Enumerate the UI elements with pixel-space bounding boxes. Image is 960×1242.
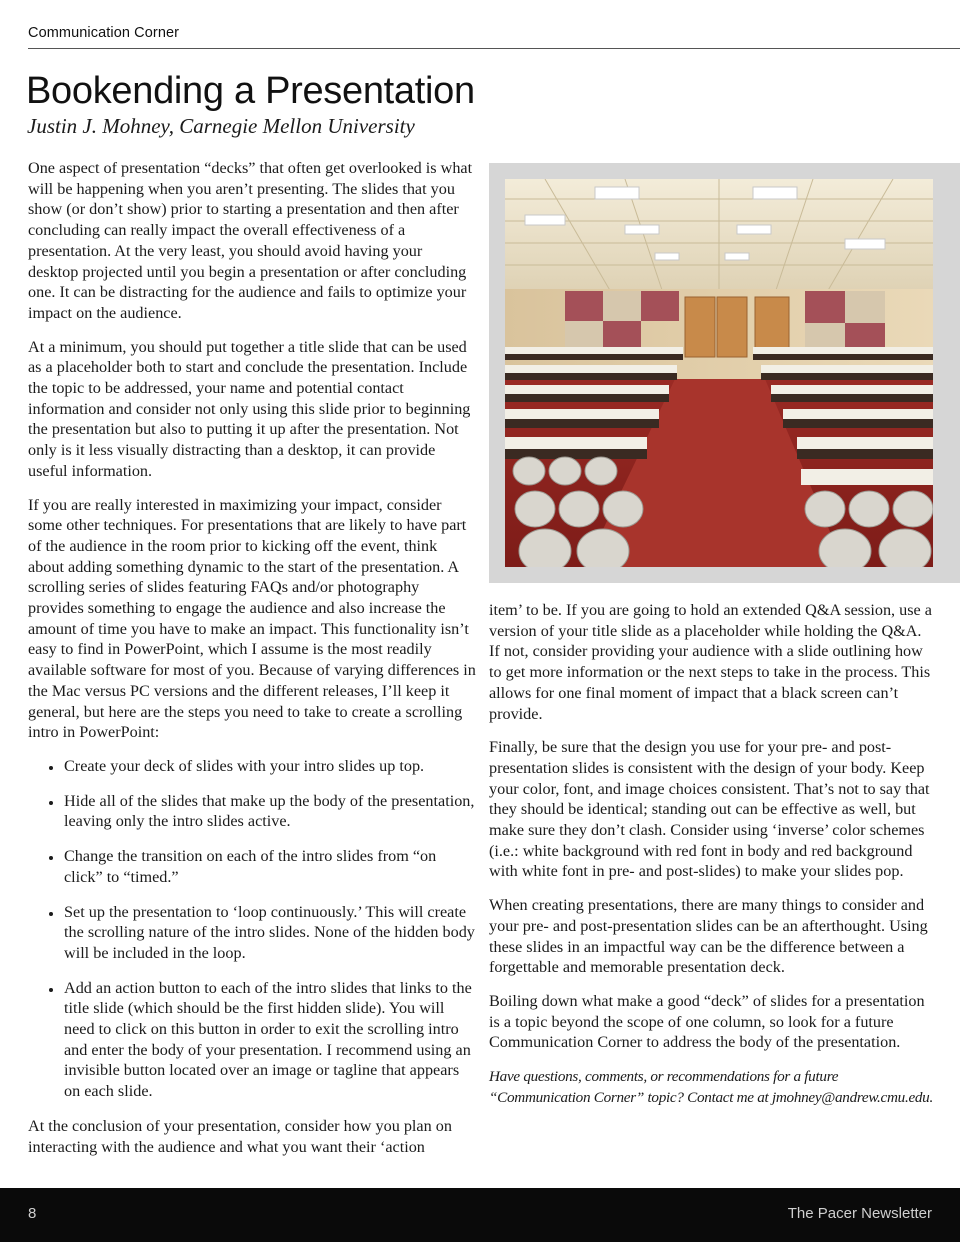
steps-list [28, 756, 476, 1102]
list-item: • Change the transition on each of the intro slides from “on click” to “timed.” [63, 846, 476, 887]
right-column [489, 600, 935, 1121]
paragraph: When creating presentations, there are many things to consider and your pre- and post-presentation slides can be an afterthought. Using these slides in an impactful way can be the difference between a forgettable and memorable presentation deck. [489, 896, 928, 977]
paragraph: item’ to be. If you are going to hold an extended Q&A session, use a version of your title slide as a placeholder while holding the Q&A. If not, consider providing your audience with a slide outlining how to get more information or the next steps to take in the process. This allows for one final moment of impact that a black screen can’t provide. [489, 601, 932, 723]
section-label: Communication Corner [28, 25, 180, 41]
closing-note: Have questions, comments, or recommendations for a future “Communication Corner” topic? Contact me at jmohney@andrew.cmu.edu. [489, 1068, 933, 1106]
list-item: • Create your deck of slides with your intro slides up top. [63, 756, 476, 777]
list-item: • Set up the presentation to ‘loop continuously.’ This will create the scrolling nature of the intro slides. None of the hidden body will be included in the loop. [63, 902, 476, 964]
article-byline: Justin J. Mohney, Carnegie Mellon University [27, 114, 415, 138]
paragraph: One aspect of presentation “decks” that often get overlooked is what will be happening when you aren’t presenting. The slides that you show (or don’t show) prior to starting a presentation and then after concluding can really impact the overall effectiveness of a presentation. At the very least, you should avoid having your desktop projected until you begin a presentation or after concluding one. It can be distracting for the audience and fails to optimize your impact on the audience. [28, 159, 473, 322]
paragraph: If you are really interested in maximizing your impact, consider some other techniques. For presentations that are likely to have part of the audience in the room prior to kicking off the event, think about adding something dynamic to the start of the presentation. A scrolling series of slides featuring FAQs and/or photography provides something to engage the audience and also increase the amount of time you have to make an impact. This functionality isn’t easy to find in PowerPoint, which I assume is the most readily available software for most of you. Because of varying differences in the Mac versus PC versions and the different releases, I’ll keep it general, but here are the steps you need to take to create a scrolling intro in PowerPoint: [28, 495, 476, 742]
page-number: 8 [28, 1205, 37, 1222]
list-item: • Hide all of the slides that make up the body of the presentation, leaving only the intro slides active. [63, 791, 476, 832]
paragraph: Boiling down what make a good “deck” of slides for a presentation is a topic beyond the scope of one column, so look for a future Communication Corner to address the body of the presentation. [489, 991, 925, 1052]
paragraph: At a minimum, you should put together a title slide that can be used as a placeholder both to start and conclude the presentation. Include the topic to be addressed, your name and potential contact information and consider not only using this slide prior to beginning the presentation but also to putting it up after the presentation. Not only is it less visually distracting than a desktop, it can provide useful information. [28, 337, 471, 480]
article-title: Bookending a Presentation [26, 70, 475, 112]
lecture-hall-photo [505, 179, 933, 567]
footer-bar [0, 1188, 960, 1242]
photo-frame [489, 163, 960, 583]
publication-name: The Pacer Newsletter [787, 1205, 932, 1222]
list-item: • Add an action button to each of the intro slides that links to the title slide (which should be the first hidden slide). You will need to click on this button in order to exit the scrolling intro and enter the body of your presentation. I recommend using an invisible button located over an image or tagline that appears on each slide. [63, 978, 476, 1102]
paragraph: Finally, be sure that the design you use for your pre- and post-presentation slides is consistent with the design of your body. Keep your color, font, and image choices consistent. That’s not to say that they should be identical; standing out can be effective as well, but make sure they don’t clash. Consider using ‘inverse’ color schemes (i.e.: white background with red font in body and red background with white font in pre- and post-slides) to make your slides pop. [489, 738, 930, 881]
header-rule [28, 48, 960, 49]
paragraph: At the conclusion of your presentation, consider how you plan on interacting with the audience and what you want their ‘action [28, 1116, 452, 1156]
left-column [28, 158, 476, 1170]
